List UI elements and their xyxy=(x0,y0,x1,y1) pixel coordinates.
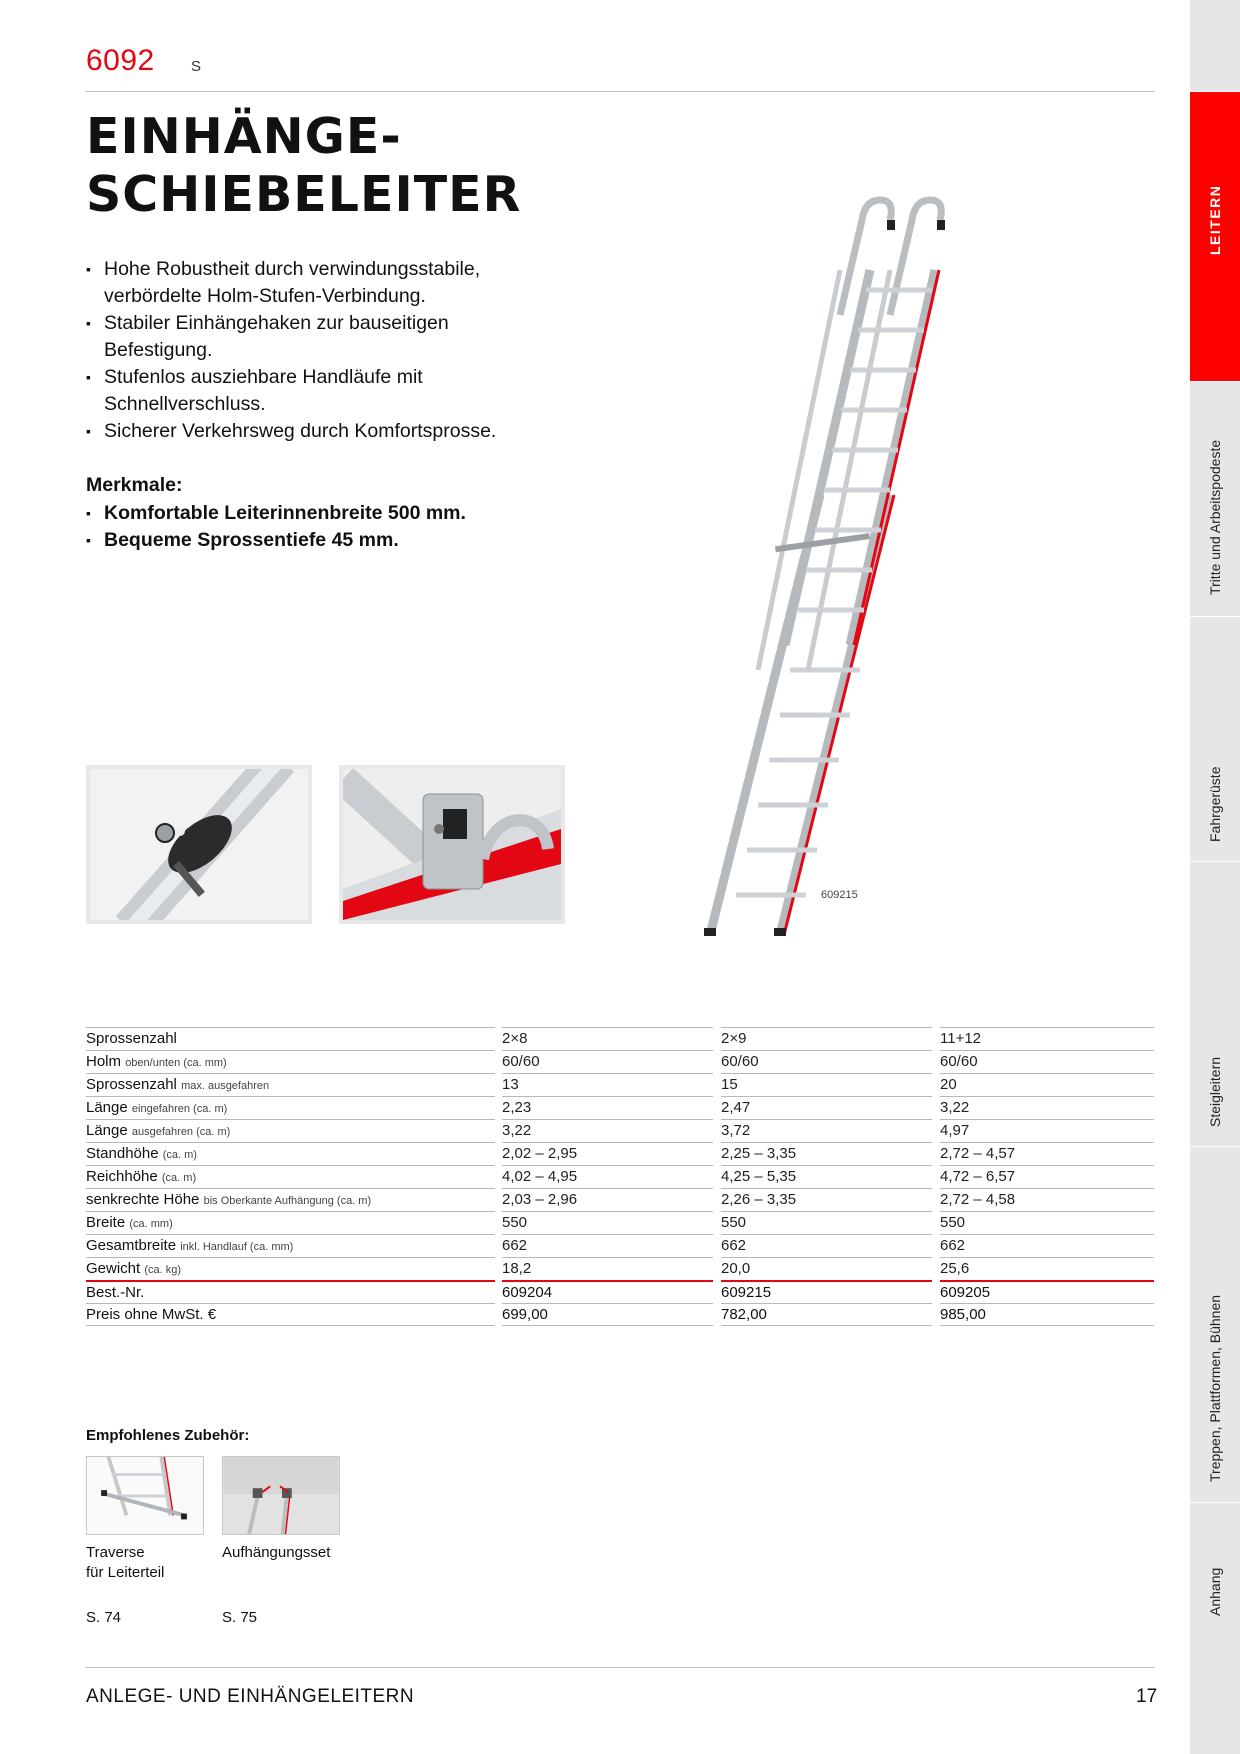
row-label: Standhöhe (ca. m) xyxy=(86,1142,495,1165)
accessory-label-aufhaengungsset[interactable]: Aufhängungsset xyxy=(222,1544,331,1561)
sidebar-tab-tritte[interactable] xyxy=(1190,382,1240,617)
table-row xyxy=(86,1165,1154,1188)
ladder-illustration xyxy=(690,195,1010,940)
accessory-image-traverse[interactable] xyxy=(86,1456,204,1535)
spec-table xyxy=(86,1027,1154,1326)
value-cell: 3,22 xyxy=(940,1096,1154,1119)
value-cell: 2×9 xyxy=(721,1027,932,1050)
row-note: ausgefahren (ca. m) xyxy=(131,1126,231,1138)
value-cell: 4,25 – 5,35 xyxy=(721,1165,932,1188)
table-row xyxy=(86,1073,1154,1096)
order-number-cell: 609204 xyxy=(502,1280,713,1303)
value-cell: 3,72 xyxy=(721,1119,932,1142)
value-cell: 550 xyxy=(721,1211,932,1234)
row-note: (ca. m) xyxy=(162,1149,197,1161)
title-line-1: EINHÄNGE- xyxy=(86,108,402,165)
table-row xyxy=(86,1257,1154,1280)
page-title xyxy=(86,108,521,224)
value-cell: 662 xyxy=(721,1234,932,1257)
value-cell: 662 xyxy=(940,1234,1154,1257)
accessory-image-aufhaengungsset[interactable] xyxy=(222,1456,340,1535)
value-cell: 60/60 xyxy=(721,1050,932,1073)
quick-release-illustration xyxy=(90,769,308,920)
value-cell: 550 xyxy=(502,1211,713,1234)
table-row xyxy=(86,1234,1154,1257)
sidebar-tab-fahrgerueste[interactable] xyxy=(1190,617,1240,862)
value-cell: 2,02 – 2,95 xyxy=(502,1142,713,1165)
row-note: bis Oberkante Aufhängung (ca. m) xyxy=(203,1195,372,1207)
table-row xyxy=(86,1119,1154,1142)
aufhaengungsset-illustration xyxy=(223,1457,339,1534)
feature-item: ▪ Stabiler Einhängehaken zur bauseitigen Befestigung. xyxy=(86,310,556,364)
value-cell: 2,26 – 3,35 xyxy=(721,1188,932,1211)
row-label: Best.-Nr. xyxy=(86,1280,495,1303)
order-number-cell: 609215 xyxy=(721,1280,932,1303)
footer-section-title: ANLEGE- UND EINHÄNGELEITERN xyxy=(86,1686,415,1707)
value-cell: 15 xyxy=(721,1073,932,1096)
value-cell: 2,47 xyxy=(721,1096,932,1119)
value-cell: 2,25 – 3,35 xyxy=(721,1142,932,1165)
sidebar-tab-anhang[interactable] xyxy=(1190,1503,1240,1754)
accessories-title: Empfohlenes Zubehör: xyxy=(86,1427,250,1444)
row-label: Reichhöhe (ca. m) xyxy=(86,1165,495,1188)
row-note: (ca. mm) xyxy=(129,1218,173,1230)
value-cell: 25,6 xyxy=(940,1257,1154,1280)
table-row xyxy=(86,1027,1154,1050)
row-label: Sprossenzahl max. ausgefahren xyxy=(86,1073,495,1096)
feature-item: ▪ Sicherer Verkehrsweg durch Komfortsprosse. xyxy=(86,418,556,445)
value-cell: 550 xyxy=(940,1211,1154,1234)
detail-photo-hook xyxy=(339,765,565,924)
table-row xyxy=(86,1211,1154,1234)
row-note: (ca. m) xyxy=(161,1172,197,1184)
title-line-2: SCHIEBELEITER xyxy=(86,166,522,223)
value-cell: 3,22 xyxy=(502,1119,713,1142)
value-cell: 2,23 xyxy=(502,1096,713,1119)
value-cell: 4,72 – 6,57 xyxy=(940,1165,1154,1188)
value-cell: 60/60 xyxy=(502,1050,713,1073)
sidebar-tab-label: Steigleitern xyxy=(1207,1056,1223,1127)
price-cell: 985,00 xyxy=(940,1303,1154,1326)
accessory-label-traverse[interactable]: Traverse für Leiterteil xyxy=(86,1544,165,1581)
table-row xyxy=(86,1050,1154,1073)
traverse-illustration xyxy=(87,1457,203,1534)
value-cell: 2,03 – 2,96 xyxy=(502,1188,713,1211)
table-row xyxy=(86,1096,1154,1119)
table-row xyxy=(86,1188,1154,1211)
value-cell: 11+12 xyxy=(940,1027,1154,1050)
value-cell: 13 xyxy=(502,1073,713,1096)
row-label: senkrechte Höhe bis Oberkante Aufhängung (ca. m) xyxy=(86,1188,495,1211)
merkmal-item: ▪ Bequeme Sprossentiefe 45 mm. xyxy=(86,527,466,554)
row-label: Breite (ca. mm) xyxy=(86,1211,495,1234)
value-cell: 4,02 – 4,95 xyxy=(502,1165,713,1188)
row-label: Preis ohne MwSt. € xyxy=(86,1303,495,1326)
feature-item: ▪ Hohe Robustheit durch verwindungsstabile, verbördelte Holm-Stufen-Verbindung. xyxy=(86,256,556,310)
value-cell: 2,72 – 4,57 xyxy=(940,1142,1154,1165)
hook-illustration xyxy=(343,769,561,920)
value-cell: 4,97 xyxy=(940,1119,1154,1142)
row-label: Länge ausgefahren (ca. m) xyxy=(86,1119,495,1142)
price-cell: 782,00 xyxy=(721,1303,932,1326)
sidebar-tab-label: Anhang xyxy=(1207,1567,1223,1616)
row-label: Holm oben/unten (ca. mm) xyxy=(86,1050,495,1073)
page-number: 17 xyxy=(1136,1686,1158,1707)
value-cell: 20,0 xyxy=(721,1257,932,1280)
order-number-cell: 609205 xyxy=(940,1280,1154,1303)
value-cell: 18,2 xyxy=(502,1257,713,1280)
sidebar-tab-blank xyxy=(1190,0,1240,92)
row-label: Gewicht (ca. kg) xyxy=(86,1257,495,1280)
merkmal-item: ▪ Komfortable Leiterinnenbreite 500 mm. xyxy=(86,500,466,527)
sidebar-tab-label: Tritte und Arbeitspodeste xyxy=(1207,439,1223,595)
row-note: (ca. kg) xyxy=(144,1264,182,1276)
row-label: Sprossenzahl xyxy=(86,1027,495,1050)
value-cell: 2×8 xyxy=(502,1027,713,1050)
top-divider xyxy=(86,91,1154,92)
merkmale-title: Merkmale: xyxy=(86,474,183,496)
sidebar-tab-label: Treppen, Plattformen, Bühnen xyxy=(1207,1294,1223,1482)
row-note: inkl. Handlauf (ca. mm) xyxy=(180,1241,294,1253)
row-note: eingefahren (ca. m) xyxy=(131,1103,228,1115)
feature-item: ▪ Stufenlos ausziehbare Handläufe mit Schnellverschluss. xyxy=(86,364,556,418)
value-cell: 662 xyxy=(502,1234,713,1257)
accessory-page-ref[interactable]: S. 74 xyxy=(86,1609,122,1626)
table-row-price xyxy=(86,1303,1154,1326)
accessory-page-ref[interactable]: S. 75 xyxy=(222,1609,258,1626)
sidebar-tab-label: Fahrgerüste xyxy=(1207,766,1223,842)
sidebar-tab-label: LEITERN xyxy=(1207,184,1223,255)
table-row xyxy=(86,1142,1154,1165)
product-tag: S xyxy=(191,58,202,75)
merkmale-list xyxy=(86,500,466,554)
product-number: 6092 xyxy=(86,44,155,77)
bottom-divider xyxy=(86,1667,1154,1668)
sidebar-tab-steigleitern[interactable] xyxy=(1190,862,1240,1147)
value-cell: 2,72 – 4,58 xyxy=(940,1188,1154,1211)
row-label: Gesamtbreite inkl. Handlauf (ca. mm) xyxy=(86,1234,495,1257)
feature-list xyxy=(86,256,556,445)
price-cell: 699,00 xyxy=(502,1303,713,1326)
table-row-order-number xyxy=(86,1280,1154,1303)
detail-photo-quick-release xyxy=(86,765,312,924)
value-cell: 20 xyxy=(940,1073,1154,1096)
section-sidebar xyxy=(1190,0,1240,1754)
row-note: oben/unten (ca. mm) xyxy=(125,1057,227,1069)
row-note: max. ausgefahren xyxy=(181,1080,270,1092)
sidebar-tab-treppen[interactable] xyxy=(1190,1147,1240,1503)
ladder-article-code: 609215 xyxy=(821,889,858,901)
value-cell: 60/60 xyxy=(940,1050,1154,1073)
row-label: Länge eingefahren (ca. m) xyxy=(86,1096,495,1119)
sidebar-tab-leitern[interactable] xyxy=(1190,92,1240,382)
